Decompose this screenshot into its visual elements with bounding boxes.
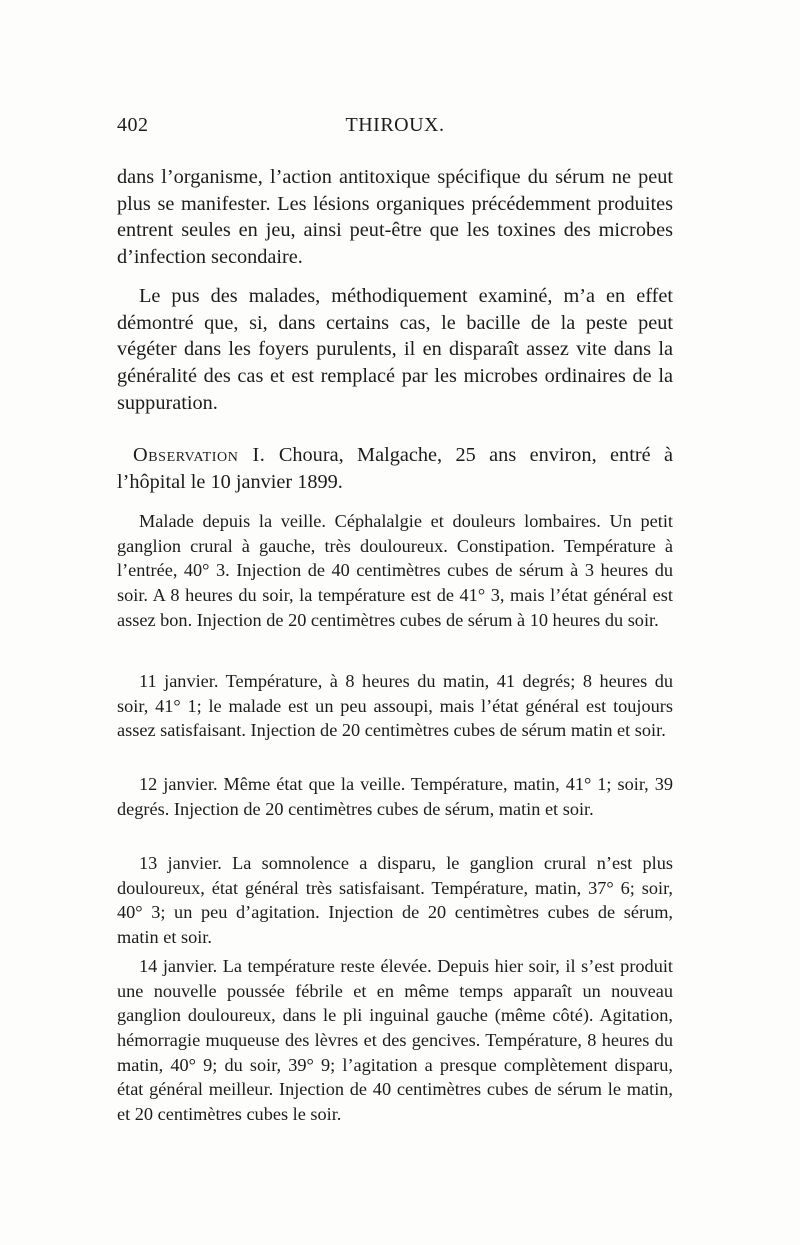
case-note-11-janvier: 11 janvier. Température, à 8 heures du matin, 41 degrés; 8 heures du soir, 41° 1; le malade est un peu assoupi, mais l’état général est toujours assez satisfaisant. Injection de 20 centimètres cubes de sérum matin et soir. [117, 671, 673, 741]
running-head [117, 114, 673, 142]
running-title: THIROUX. [345, 114, 445, 136]
body-paragraph-continuation: dans l’organisme, l’action antitoxique spécifique du sérum ne peut plus se manifester. Les lésions organiques précédemment produites entrent seules en jeu, ainsi peut-être que les toxines des microbes d’infection secondaire. [117, 166, 673, 269]
observation-intro: Choura, Malgache, 25 ans environ, entré à l’hôpital le 10 janvier 1899. [117, 444, 673, 493]
page-number: 402 [117, 114, 149, 136]
case-note-12-janvier: 12 janvier. Même état que la veille. Température, matin, 41° 1; soir, 39 degrés. Injection de 20 centimètres cubes de sérum, matin et soir. [117, 774, 673, 819]
observation-heading [117, 442, 673, 495]
body-paragraph-pus: Le pus des malades, méthodiquement examiné, m’a en effet démontré que, si, dans certains cas, le bacille de la peste peut végéter dans les foyers purulents, il en disparaît assez vite dans la généralité des cas et est remplacé par les microbes ordinaires de la suppuration. [117, 285, 673, 414]
case-note-14-janvier: 14 janvier. La température reste élevée. Depuis hier soir, il s’est produit une nouvelle poussée fébrile et en même temps apparaît un nouveau ganglion douloureux, dans le pli inguinal gauche (même côté). Agitation, hémorragie muqueuse des lèvres et des gencives. Température, 8 heures du matin, 40° 9; du soir, 39° 9; l’agitation a presque complètement disparu, état général meilleur. Injection de 40 centimètres cubes de sérum le matin, et 20 centimètres cubes le soir. [117, 956, 673, 1124]
case-note-admission: Malade depuis la veille. Céphalalgie et douleurs lombaires. Un petit ganglion crural à gauche, très douloureux. Constipation. Température à l’entrée, 40° 3. Injection de 40 centimètres cubes de sérum à 3 heures du soir. A 8 heures du soir, la température est de 41° 3, mais l’état général est assez bon. Injection de 20 centimètres cubes de sérum à 10 heures du soir. [117, 511, 673, 630]
case-note-13-janvier: 13 janvier. La somnolence a disparu, le ganglion crural n’est plus douloureux, état général très satisfaisant. Température, matin, 37° 6; soir, 40° 3; un peu d’agitation. Injection de 20 centimètres cubes de sérum, matin et soir. [117, 853, 673, 948]
observation-label: Observation I. [133, 444, 266, 467]
